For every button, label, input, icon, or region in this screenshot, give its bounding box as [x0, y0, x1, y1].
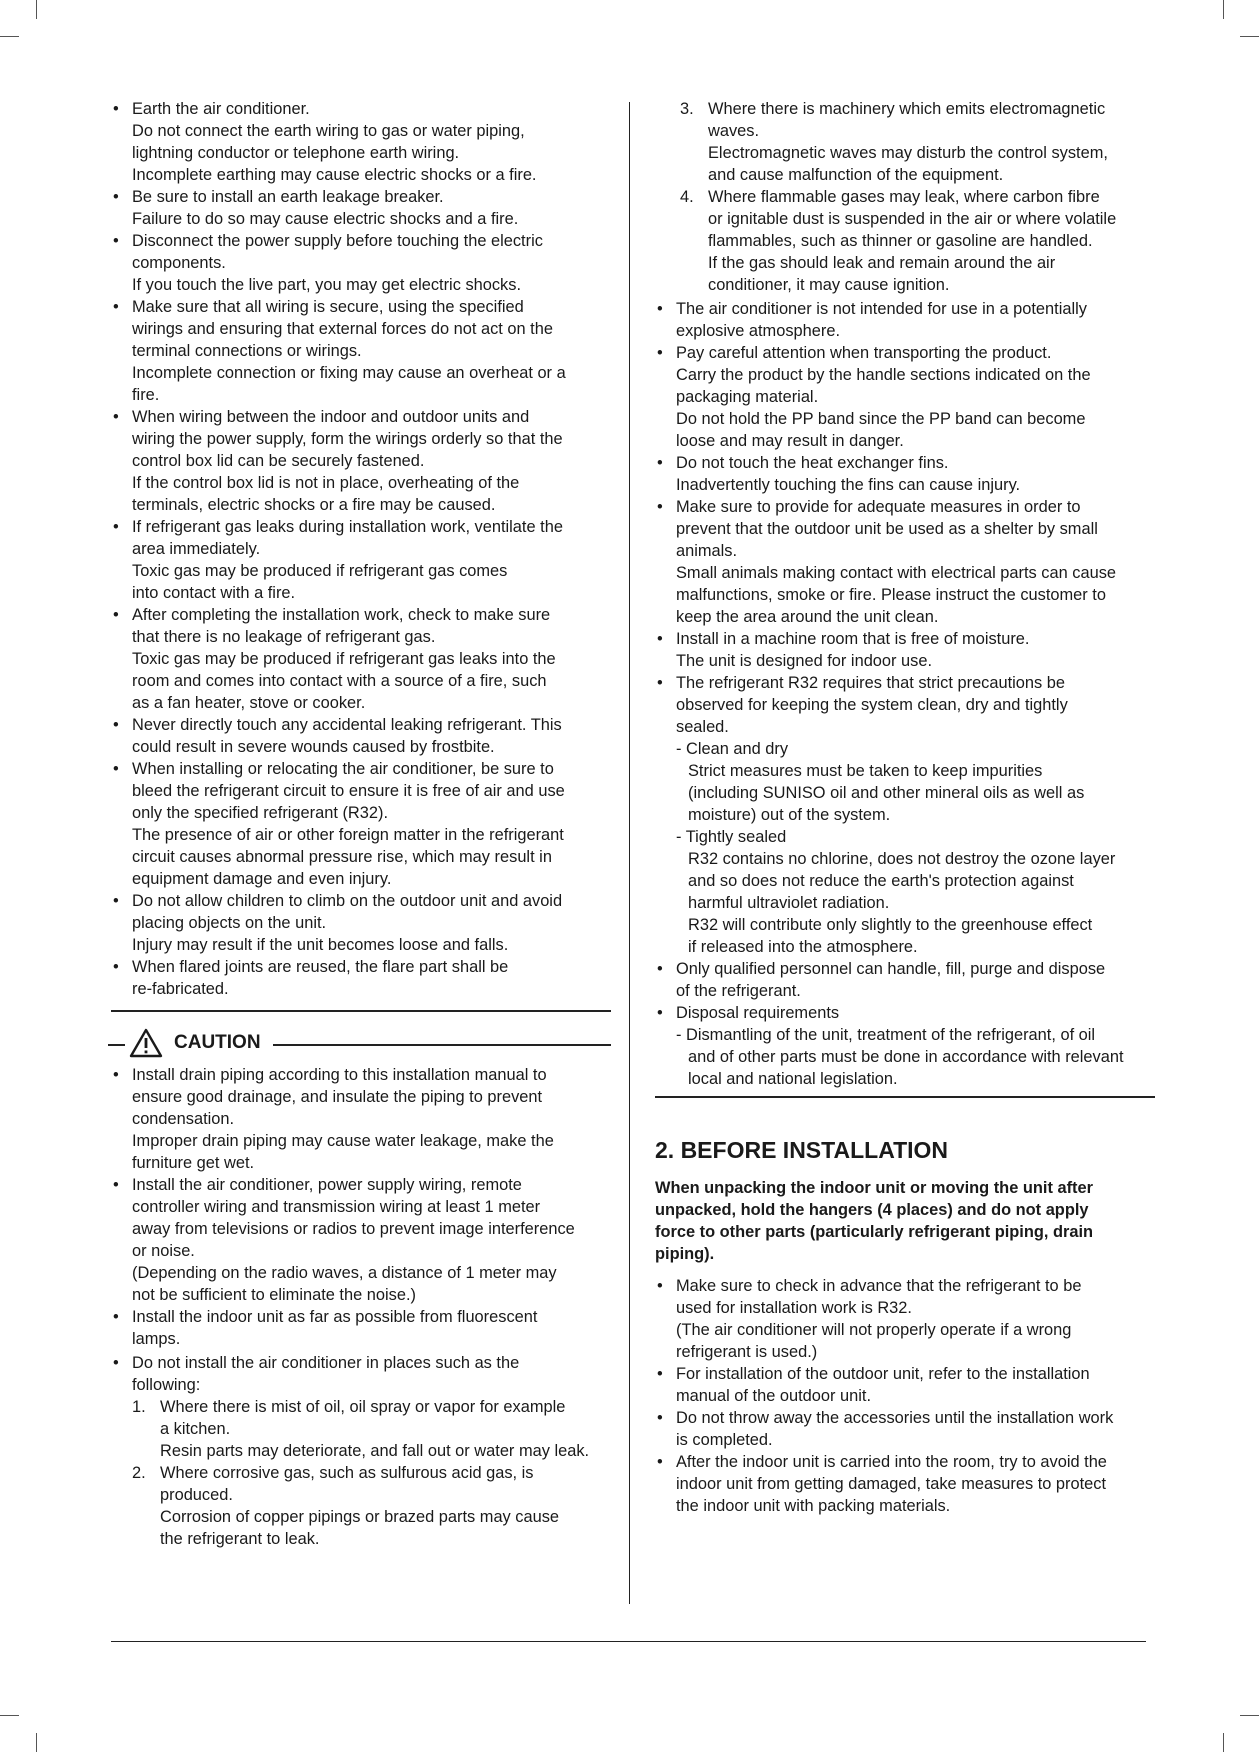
crop-mark — [1223, 1733, 1224, 1752]
warning-item-breaker: • Be sure to install an earth leakage breaker. Failure to do so may cause electric shocks and a fire. — [111, 186, 611, 230]
precaution-item-explosive: • The air conditioner is not intended for use in a potentially explosive atmosphere. — [655, 298, 1155, 342]
crop-mark — [36, 0, 37, 19]
warning-item-frostbite: • Never directly touch any accidental leaking refrigerant. This could result in severe wounds caused by frostbite. — [111, 714, 611, 758]
clean-dry-title: - Clean and dry — [676, 740, 789, 758]
before-item-outdoor: • For installation of the outdoor unit, refer to the installation manual of the outdoor unit. — [655, 1363, 1155, 1407]
column-divider — [629, 102, 630, 1604]
precaution-item-moisture: • Install in a machine room that is free of moisture. The unit is designed for indoor use. — [655, 628, 1155, 672]
precaution-item-transport: • Pay careful attention when transporting the product. Carry the product by the handle sections indicated on the packaging material. Do not hold the PP band since the PP band can become loose and may result in danger. — [655, 342, 1155, 452]
crop-mark — [1223, 0, 1224, 19]
precaution-list — [655, 298, 1155, 1090]
right-column — [655, 98, 1155, 1517]
before-item-accessories: • Do not throw away the accessories until the installation work is completed. — [655, 1407, 1155, 1451]
caution-label: CAUTION — [174, 1032, 261, 1053]
section-rule — [655, 1096, 1155, 1098]
section-title: 2. BEFORE INSTALLATION — [655, 1137, 949, 1163]
section-rule — [111, 1010, 611, 1012]
precaution-item-disposal: • Disposal requirements - Dismantling of the unit, treatment of the refrigerant, of oil and of other parts must be done in accordance with relevant local and national legislation. — [655, 1002, 1155, 1090]
warning-item-flare: • When flared joints are reused, the flare part shall be re-fabricated. — [111, 956, 611, 1000]
precaution-item-qualified: • Only qualified personnel can handle, fill, purge and dispose of the refrigerant. — [655, 958, 1155, 1002]
precaution-item-r32: • The refrigerant R32 requires that strict precautions be observed for keeping the system clean, dry and tightly sealed. - Clean and dry Strict measures must be taken to keep impurities (including SUNISO oil and other mineral oils as well as moisture) out of the system. - Tightly sealed R32 contains no chlorine, does not destroy the ozone layer and so does not reduce the earth's protection against harmful ultraviolet radiation. R32 will contribute only slightly to the greenhouse effect if released into the atmosphere. — [655, 672, 1155, 958]
place-item: 4. Where flammable gases may leak, where carbon fibre or ignitable dust is suspended in the air or where volatile flammables, such as thinner or gasoline are handled. If the gas should leak and remain around the air conditioner, it may cause ignition. — [680, 188, 1117, 294]
caution-item-places: • Do not install the air conditioner in places such as the following: 1. Where there is mist of oil, oil spray or vapor for example a kitchen. Resin parts may deteriorate, and fall out or water may leak. 2. Where corrosive gas, such as sulfurous acid gas, is produced. Corrosion of copper pipings or brazed parts may cause the refrigerant to leak. — [111, 1352, 611, 1550]
precaution-item-animals: • Make sure to provide for adequate measures in order to prevent that the outdoor unit be used as a shelter by small animals. Small animals making contact with electrical parts can cause malfunctions, smoke or fire. Please instruct the customer to keep the area around the unit clean. — [655, 496, 1155, 628]
warning-list — [111, 98, 611, 1000]
caution-item-drain: • Install drain piping according to this installation manual to ensure good drainage, and insulate the piping to prevent condensation. Improper drain piping may cause water leakage, make the furniture get wet. — [111, 1064, 611, 1174]
crop-mark — [1240, 1715, 1259, 1716]
before-item-protect: • After the indoor unit is carried into the room, try to avoid the indoor unit from getting damaged, take measures to protect the indoor unit with packing materials. — [655, 1451, 1155, 1517]
warning-item-earth: • Earth the air conditioner. Do not connect the earth wiring to gas or water piping, lightning conductor or telephone earth wiring. Incomplete earthing may cause electric shocks or a fire. — [111, 98, 611, 186]
before-install-list — [655, 1275, 1155, 1517]
precaution-item-fins: • Do not touch the heat exchanger fins. Inadvertently touching the fins can cause injury. — [655, 452, 1155, 496]
crop-mark — [0, 1715, 19, 1716]
caution-header — [111, 1026, 611, 1064]
crop-mark — [0, 36, 19, 37]
warning-item-gas-leak: • If refrigerant gas leaks during installation work, ventilate the area immediately. Toxic gas may be produced if refrigerant gas comes into contact with a fire. — [111, 516, 611, 604]
warning-item-disconnect: • Disconnect the power supply before touching the electric components. If you touch the live part, you may get electric shocks. — [111, 230, 611, 296]
bold-intro: When unpacking the indoor unit or moving the unit after unpacked, hold the hangers (4 places) and do not apply force to other parts (particularly refrigerant piping, drain piping). — [655, 1179, 1094, 1263]
caution-item-distance: • Install the air conditioner, power supply wiring, remote controller wiring and transmission wiring at least 1 meter away from televisions or radios to prevent image interference or noise. (Depending on the radio waves, a distance of 1 meter may not be sufficient to eliminate the noise.) — [111, 1174, 611, 1306]
before-item-refrigerant: • Make sure to check in advance that the refrigerant to be used for installation work is R32. (The air conditioner will not properly operate if a wrong refrigerant is used.) — [655, 1275, 1155, 1363]
footer-rule — [111, 1641, 1146, 1642]
place-item: 2. Where corrosive gas, such as sulfurous acid gas, is produced. Corrosion of copper pipings or brazed parts may cause the refrigerant to leak. — [132, 1464, 560, 1548]
warning-item-children: • Do not allow children to climb on the outdoor unit and avoid placing objects on the unit. Injury may result if the unit becomes loose and falls. — [111, 890, 611, 956]
warning-triangle-icon — [129, 1028, 163, 1058]
warning-item-control-box: • When wiring between the indoor and outdoor units and wiring the power supply, form the wirings orderly so that the control box lid can be securely fastened. If the control box lid is not in place, overheating of the terminals, electric shocks or a fire may be caused. — [111, 406, 611, 516]
caution-item-fluorescent: • Install the indoor unit as far as possible from fluorescent lamps. — [111, 1306, 611, 1350]
places-list — [132, 1396, 611, 1550]
place-item: 3. Where there is machinery which emits electromagnetic waves. Electromagnetic waves may disturb the control system, and cause malfunction of the equipment. — [680, 100, 1108, 184]
crop-mark — [1240, 36, 1259, 37]
warning-item-bleed: • When installing or relocating the air conditioner, be sure to bleed the refrigerant circuit to ensure it is free of air and use only the specified refrigerant (R32). The presence of air or other foreign matter in the refrigerant circuit causes abnormal pressure rise, which may result in equipment damage and even injury. — [111, 758, 611, 890]
places-list-continued — [680, 98, 1155, 296]
caution-list — [111, 1064, 611, 1550]
place-item: 1. Where there is mist of oil, oil spray or vapor for example a kitchen. Resin parts may deteriorate, and fall out or water may leak. — [132, 1398, 590, 1460]
warning-item-leak-check: • After completing the installation work, check to make sure that there is no leakage of refrigerant gas. Toxic gas may be produced if refrigerant gas leaks into the room and comes into contact with a source of a fire, such as a fan heater, stove or cooker. — [111, 604, 611, 714]
left-column — [111, 98, 611, 1550]
tightly-sealed-title: - Tightly sealed — [676, 828, 787, 846]
crop-mark — [36, 1733, 37, 1752]
warning-item-wiring-secure: • Make sure that all wiring is secure, using the specified wirings and ensuring that external forces do not act on the terminal connections or wirings. Incomplete connection or fixing may cause an overheat or a fire. — [111, 296, 611, 406]
